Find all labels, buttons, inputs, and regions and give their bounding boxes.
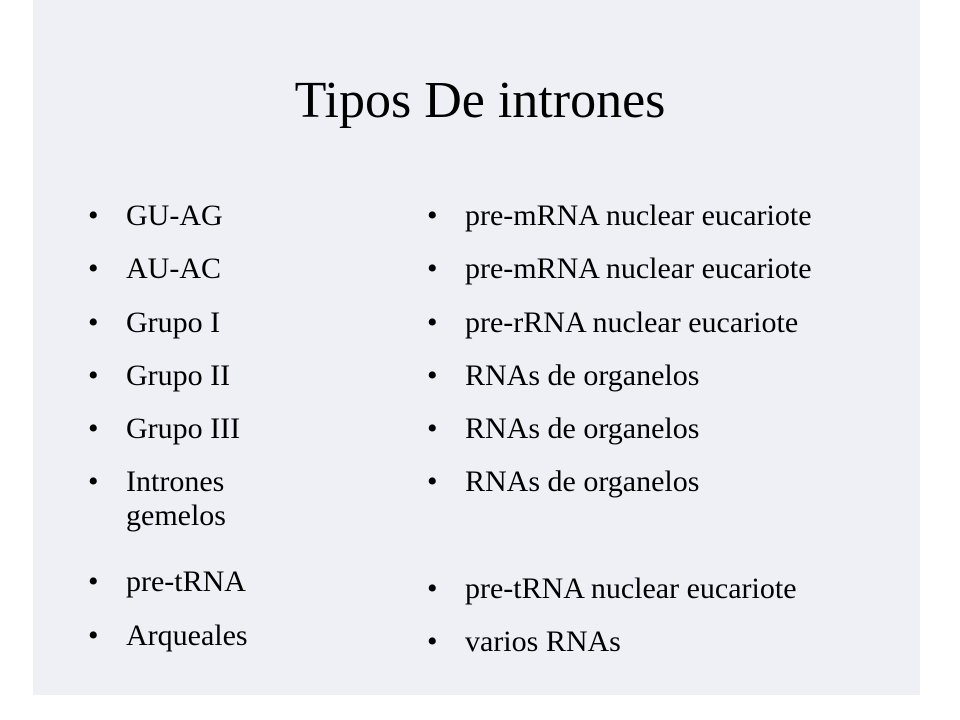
- list-item: [88, 306, 220, 340]
- list-item-label: pre-mRNA nuclear eucariote: [465, 199, 812, 232]
- list-item-label: RNAs de organelos: [465, 465, 700, 498]
- list-item-label: RNAs de organelos: [465, 359, 700, 392]
- bullet-icon: •: [427, 359, 438, 392]
- bullet-icon: •: [88, 619, 99, 652]
- list-item-label: RNAs de organelos: [465, 412, 700, 445]
- slide-title: Tipos De intrones: [294, 72, 666, 129]
- list-item-label: pre-tRNA: [126, 565, 246, 598]
- list-item-label: Intrones gemelos: [126, 465, 226, 532]
- list-item-label: Grupo II: [126, 359, 231, 392]
- bullet-icon: •: [88, 359, 99, 392]
- list-item-label: pre-mRNA nuclear eucariote: [465, 252, 812, 285]
- list-item-label: pre-tRNA nuclear eucariote: [465, 572, 797, 605]
- list-item: [427, 252, 812, 286]
- list-item: [88, 619, 248, 653]
- list-item: [427, 625, 621, 659]
- list-item: [88, 252, 221, 286]
- bullet-icon: •: [427, 465, 438, 498]
- bullet-icon: •: [427, 199, 438, 232]
- bullet-icon: •: [427, 625, 438, 658]
- bullet-icon: •: [427, 252, 438, 285]
- list-item-label: Grupo I: [126, 306, 221, 339]
- list-item-label: AU-AC: [126, 252, 221, 285]
- list-item: [88, 199, 223, 233]
- bullet-icon: •: [88, 465, 99, 498]
- bullet-icon: •: [88, 252, 99, 285]
- bullet-icon: •: [427, 572, 438, 605]
- bullet-icon: •: [427, 412, 438, 445]
- list-item-label: varios RNAs: [465, 625, 621, 658]
- bullet-icon: •: [88, 412, 99, 445]
- list-item: [427, 412, 699, 446]
- bullet-icon: •: [427, 306, 438, 339]
- list-item-label: GU-AG: [126, 199, 223, 232]
- list-item-label: pre-rRNA nuclear eucariote: [465, 306, 799, 339]
- bullet-icon: •: [88, 565, 99, 598]
- list-item: [88, 465, 226, 533]
- bullet-icon: •: [88, 306, 99, 339]
- list-item: [427, 199, 812, 233]
- list-item: [88, 565, 246, 599]
- list-item: [427, 359, 699, 393]
- list-item-label: Grupo III: [126, 412, 241, 445]
- list-item: [88, 412, 240, 446]
- list-item-label: Arqueales: [126, 619, 248, 652]
- list-item: [427, 465, 699, 499]
- list-item: [427, 572, 797, 606]
- list-item: [88, 359, 230, 393]
- list-item: [427, 306, 798, 340]
- bullet-icon: •: [88, 199, 99, 232]
